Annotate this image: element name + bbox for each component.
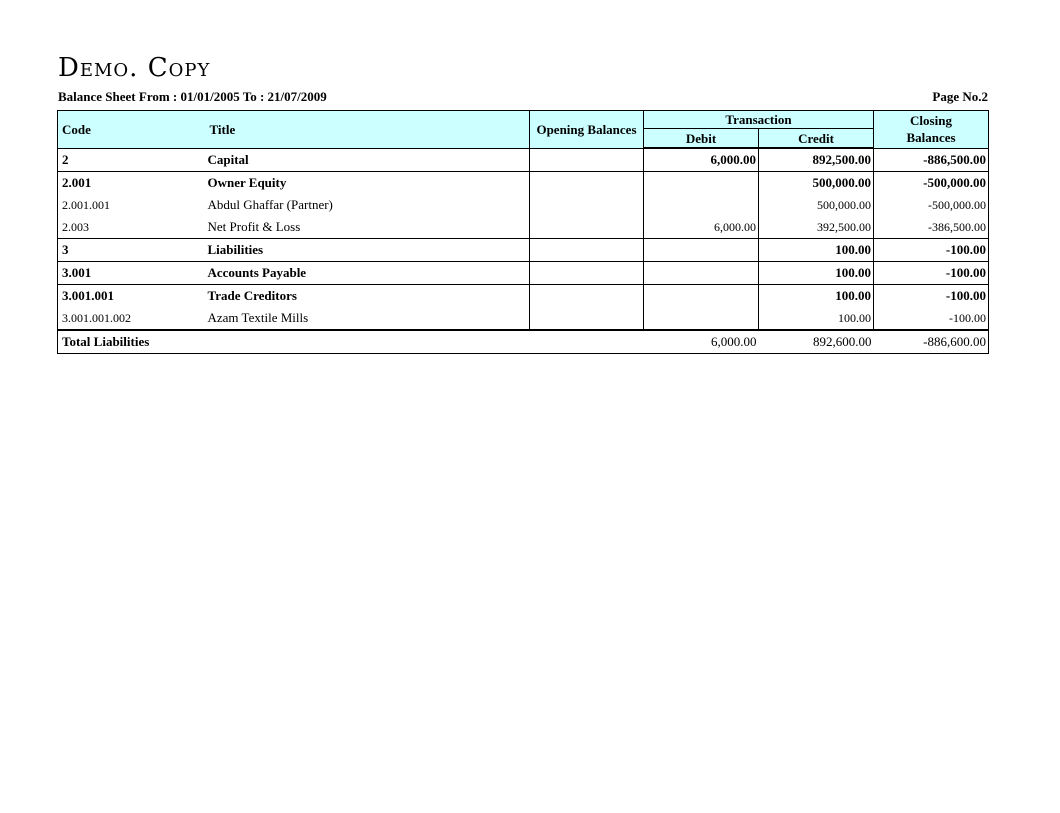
cell-closing: -500,000.00 (874, 172, 989, 195)
cell-opening (530, 285, 644, 308)
cell-title: Accounts Payable (206, 262, 530, 285)
cell-closing: -500,000.00 (874, 194, 989, 216)
cell-debit (644, 262, 759, 285)
table-header (58, 111, 989, 149)
column-header-opening: Opening Balances (530, 111, 644, 149)
table-row (58, 172, 989, 195)
cell-credit: 500,000.00 (759, 172, 874, 195)
total-label: Total Liabilities (58, 330, 530, 354)
column-header-code: Code (58, 111, 206, 149)
cell-credit: 100.00 (759, 239, 874, 262)
cell-debit (644, 239, 759, 262)
column-header-transaction: Transaction (644, 111, 874, 129)
cell-debit: 6,000.00 (644, 216, 759, 239)
cell-code: 3.001 (58, 262, 206, 285)
cell-title: Azam Textile Mills (207, 310, 309, 325)
cell-credit: 892,500.00 (759, 148, 874, 172)
cell-code: 2.001 (58, 172, 206, 195)
cell-code: 2.001.001 (58, 194, 206, 216)
cell-debit (644, 194, 759, 216)
cell-opening (530, 239, 644, 262)
cell-code: 2.003 (58, 216, 206, 239)
cell-title: Liabilities (206, 239, 530, 262)
cell-title: Net Profit & Loss (207, 219, 301, 234)
cell-credit: 392,500.00 (759, 216, 874, 239)
table-body (58, 148, 989, 330)
total-debit: 6,000.00 (644, 330, 759, 354)
cell-code: 2 (58, 148, 206, 172)
cell-opening (530, 216, 644, 239)
cell-credit: 100.00 (759, 285, 874, 308)
cell-closing: -886,500.00 (874, 148, 989, 172)
cell-opening (530, 307, 644, 330)
cell-opening (530, 262, 644, 285)
cell-closing: -100.00 (874, 262, 989, 285)
total-row (58, 330, 989, 354)
cell-credit: 500,000.00 (759, 194, 874, 216)
table-row (58, 307, 989, 330)
cell-opening (530, 194, 644, 216)
total-closing: -886,600.00 (874, 330, 989, 354)
cell-debit (644, 285, 759, 308)
cell-closing: -100.00 (874, 285, 989, 308)
cell-title: Capital (207, 151, 249, 167)
cell-closing: -386,500.00 (874, 216, 989, 239)
cell-opening (530, 172, 644, 195)
table-row (58, 239, 989, 262)
cell-closing: -100.00 (874, 307, 989, 330)
cell-title: Abdul Ghaffar (Partner) (207, 197, 333, 212)
table-row (58, 194, 989, 216)
cell-title: Trade Creditors (206, 285, 530, 308)
total-credit: 892,600.00 (759, 330, 874, 354)
cell-code: 3 (58, 239, 206, 262)
table-row (58, 262, 989, 285)
cell-credit: 100.00 (759, 307, 874, 330)
cell-opening (530, 148, 644, 172)
table-row (58, 216, 989, 239)
column-header-title: Title (206, 111, 530, 149)
column-header-debit: Debit (644, 129, 759, 149)
balance-sheet-table (57, 110, 989, 354)
cell-code: 3.001.001.002 (58, 307, 206, 330)
cell-code: 3.001.001 (58, 285, 206, 308)
cell-title: Owner Equity (206, 172, 530, 195)
column-header-closing: Closing Balances (874, 111, 989, 149)
cell-debit (644, 172, 759, 195)
cell-credit: 100.00 (759, 262, 874, 285)
page-number: Page No.2 (932, 89, 988, 104)
table-row (58, 285, 989, 308)
report-subtitle: Balance Sheet From : 01/01/2005 To : 21/07/2009 (58, 89, 327, 104)
cell-debit: 6,000.00 (644, 148, 759, 172)
column-header-credit: Credit (759, 129, 874, 149)
cell-debit (644, 307, 759, 330)
total-opening (530, 330, 644, 354)
cell-closing: -100.00 (874, 239, 989, 262)
table-row (58, 148, 989, 172)
report-title: Demo. Copy (58, 53, 211, 83)
